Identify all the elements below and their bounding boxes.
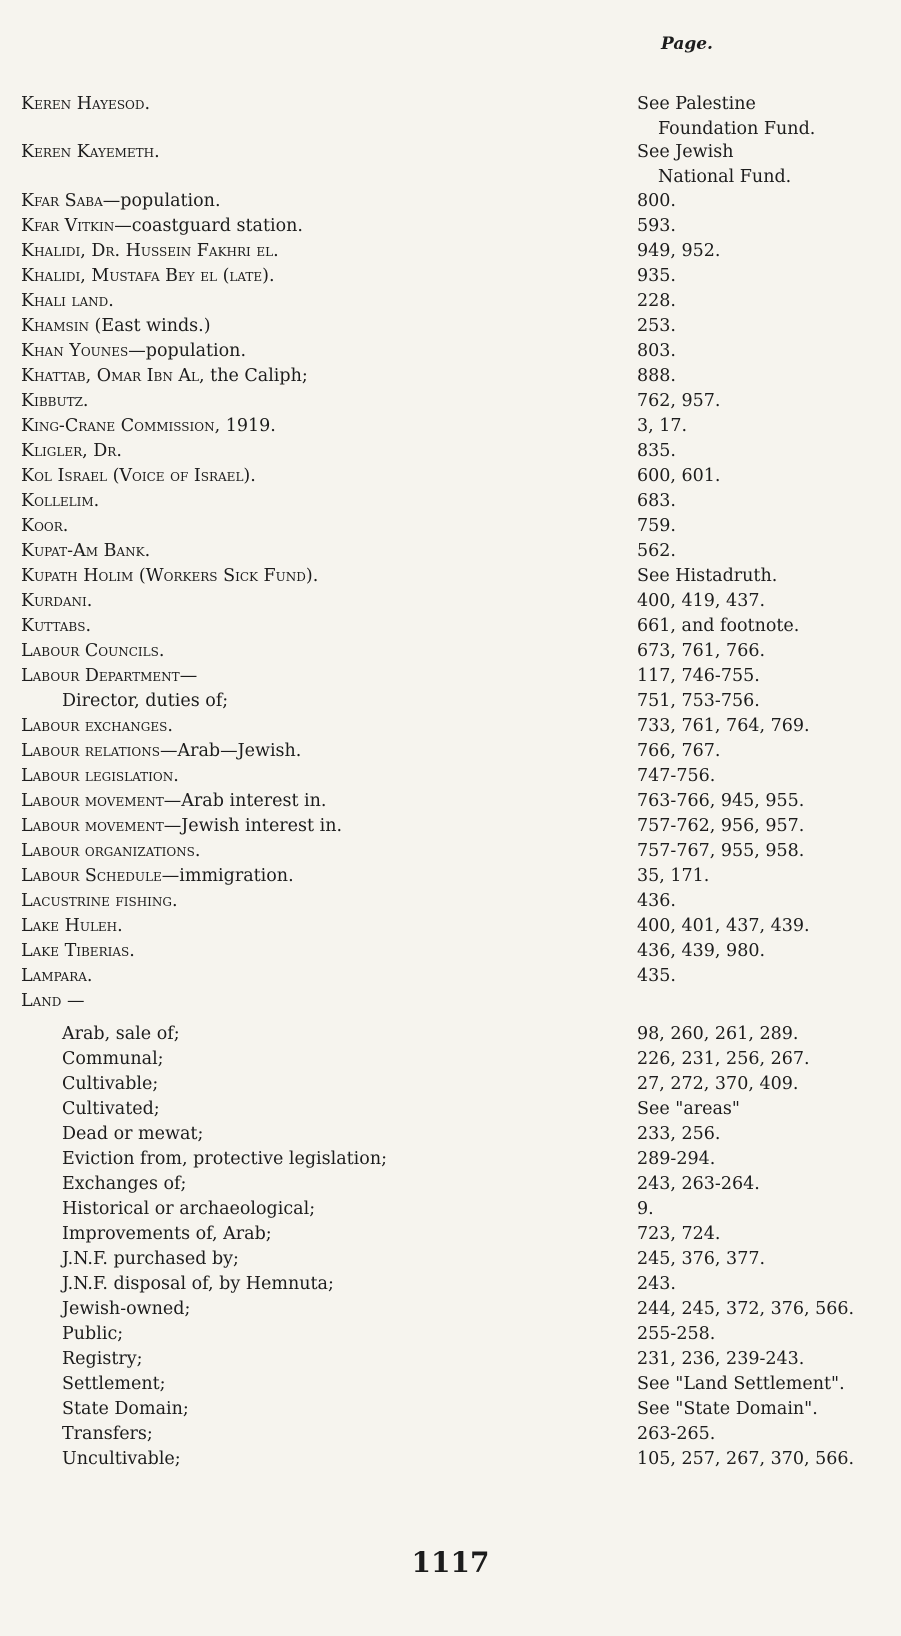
entry-pages: 763-766, 945, 955. [637, 791, 805, 811]
entry-pages: 733, 761, 764, 769. [637, 716, 810, 736]
entry-pages: 803. [637, 341, 676, 361]
entry-term: Keren Kayemeth. [21, 142, 160, 162]
entry-pages: 600, 601. [637, 466, 721, 486]
entry-pages: 98, 260, 261, 289. [637, 1024, 799, 1044]
entry-description: the Caliph; [204, 366, 308, 386]
entry-pages: 400, 401, 437, 439. [637, 916, 810, 936]
entry-description: —Jewish interest in. [163, 816, 343, 836]
subentry-term: Exchanges of; [62, 1174, 187, 1194]
entry-pages: 253. [637, 316, 676, 336]
entry-pages: 759. [637, 516, 676, 536]
entry-term: Kollelim. [21, 491, 100, 511]
entry-term: Labour legislation. [21, 766, 179, 786]
entry-pages: 263-265. [637, 1424, 716, 1444]
subentry-term: Uncultivable; [62, 1449, 181, 1469]
entry-term: Khamsin [21, 316, 89, 336]
entry-pages: 593. [637, 216, 676, 236]
entry-pages: 9. [637, 1199, 654, 1219]
entry-term: Keren Hayesod. [21, 94, 151, 114]
entry-pages: 723, 724. [637, 1224, 721, 1244]
entry-description: —immigration. [161, 866, 294, 886]
entry-pages: 661, and footnote. [637, 616, 800, 636]
entry-pages: 226, 231, 256, 267. [637, 1049, 810, 1069]
entry-description: —population. [128, 341, 247, 361]
entry-pages: See "Land Settlement". [637, 1374, 845, 1394]
subentry-term: Transfers; [62, 1424, 153, 1444]
entry-pages: 27, 272, 370, 409. [637, 1074, 799, 1094]
entry-term: Lacustrine fishing. [21, 891, 178, 911]
entry-description: — [61, 991, 85, 1011]
entry-pages: 244, 245, 372, 376, 566. [637, 1299, 855, 1319]
subentry-term: J.N.F. disposal of, by Hemnuta; [62, 1274, 334, 1294]
entry-description: —Arab—Jewish. [159, 741, 302, 761]
entry-term: Khalidi, Mustafa Bey el (late). [21, 266, 275, 286]
entry-term: Labour exchanges. [21, 716, 173, 736]
entry-description: —population. [102, 191, 221, 211]
entry-pages: 435. [637, 966, 676, 986]
entry-pages: 233, 256. [637, 1124, 721, 1144]
subentry-term: Cultivated; [62, 1099, 160, 1119]
entry-term: Labour Schedule [21, 866, 162, 886]
subentry-term: Cultivable; [62, 1074, 159, 1094]
entry-pages: 243. [637, 1274, 676, 1294]
entry-pages: See Palestine [637, 94, 756, 114]
entry-pages: 757-762, 956, 957. [637, 816, 805, 836]
entry-term: Land [21, 991, 62, 1011]
entry-term: Kol Israel (Voice of Israel). [21, 466, 256, 486]
subentry-term: Dead or mewat; [62, 1124, 204, 1144]
entry-pages-continued: National Fund. [658, 167, 792, 187]
entry-pages: 766, 767. [637, 741, 721, 761]
entry-pages: 683. [637, 491, 676, 511]
entry-term: Lake Huleh. [21, 916, 123, 936]
entry-term: Kurdani. [21, 591, 93, 611]
subentry-term: Eviction from, protective legislation; [62, 1149, 387, 1169]
entry-term: Labour Department [21, 666, 180, 686]
entry-pages: 762, 957. [637, 391, 721, 411]
page-number: 1117 [411, 1546, 490, 1579]
entry-term: Khattab, Omar Ibn Al, [21, 366, 205, 386]
entry-pages: 35, 171. [637, 866, 710, 886]
entry-pages: 436, 439, 980. [637, 941, 766, 961]
subentry-term: Director, duties of; [62, 691, 229, 711]
entry-term: Khan Younes [21, 341, 129, 361]
entry-term: Khalidi, Dr. Hussein Fakhri el. [21, 241, 279, 261]
entry-description: — [179, 666, 198, 686]
entry-term: Labour movement [21, 816, 164, 836]
entry-term: Lampara. [21, 966, 93, 986]
entry-term: Labour Councils. [21, 641, 165, 661]
page-column-header: Page. [661, 34, 713, 54]
entry-description: —coastguard station. [114, 216, 303, 236]
subentry-term: Communal; [62, 1049, 164, 1069]
entry-pages: 400, 419, 437. [637, 591, 766, 611]
entry-term: Kupath Holim (Workers Sick Fund). [21, 566, 319, 586]
entry-pages: 888. [637, 366, 676, 386]
subentry-term: Settlement; [62, 1374, 166, 1394]
entry-term: Khali land. [21, 291, 114, 311]
entry-pages-continued: Foundation Fund. [658, 119, 816, 139]
entry-description: (East winds.) [88, 316, 211, 336]
entry-pages: 105, 257, 267, 370, 566. [637, 1449, 855, 1469]
subentry-term: Historical or archaeological; [62, 1199, 316, 1219]
entry-pages: 289-294. [637, 1149, 716, 1169]
entry-pages: See "areas" [637, 1099, 740, 1119]
entry-term: King-Crane Commission, 1919. [21, 416, 276, 436]
subentry-term: J.N.F. purchased by; [62, 1249, 239, 1269]
subentry-term: Improvements of, Arab; [62, 1224, 272, 1244]
entry-pages: 436. [637, 891, 676, 911]
entry-pages: 935. [637, 266, 676, 286]
entry-pages: See Histadruth. [637, 566, 778, 586]
entry-term: Koor. [21, 516, 69, 536]
subentry-term: Registry; [62, 1349, 143, 1369]
entry-pages: 747-756. [637, 766, 716, 786]
entry-pages: 243, 263-264. [637, 1174, 760, 1194]
entry-pages: 562. [637, 541, 676, 561]
entry-pages: 255-258. [637, 1324, 716, 1344]
entry-description: —Arab interest in. [163, 791, 327, 811]
entry-term: Lake Tiberias. [21, 941, 135, 961]
entry-term: Kibbutz. [21, 391, 89, 411]
entry-pages: 835. [637, 441, 676, 461]
entry-term: Kupat-Am Bank. [21, 541, 151, 561]
entry-term: Kfar Vitkin [21, 216, 115, 236]
subentry-term: Arab, sale of; [62, 1024, 180, 1044]
entry-term: Labour organizations. [21, 841, 201, 861]
subentry-term: Jewish-owned; [62, 1299, 191, 1319]
entry-term: Labour relations [21, 741, 160, 761]
entry-term: Labour movement [21, 791, 164, 811]
entry-pages: 231, 236, 239-243. [637, 1349, 805, 1369]
entry-pages: See Jewish [637, 142, 734, 162]
entry-pages: 751, 753-756. [637, 691, 760, 711]
entry-pages: 245, 376, 377. [637, 1249, 766, 1269]
entry-pages: See "State Domain". [637, 1399, 818, 1419]
entry-pages: 117, 746-755. [637, 666, 760, 686]
entry-term: Kligler, Dr. [21, 441, 122, 461]
entry-term: Kuttabs. [21, 616, 92, 636]
entry-pages: 3, 17. [637, 416, 688, 436]
subentry-term: Public; [62, 1324, 124, 1344]
entry-term: Kfar Saba [21, 191, 103, 211]
entry-pages: 949, 952. [637, 241, 721, 261]
entry-pages: 228. [637, 291, 676, 311]
entry-pages: 673, 761, 766. [637, 641, 766, 661]
subentry-term: State Domain; [62, 1399, 189, 1419]
entry-pages: 800. [637, 191, 676, 211]
entry-pages: 757-767, 955, 958. [637, 841, 805, 861]
